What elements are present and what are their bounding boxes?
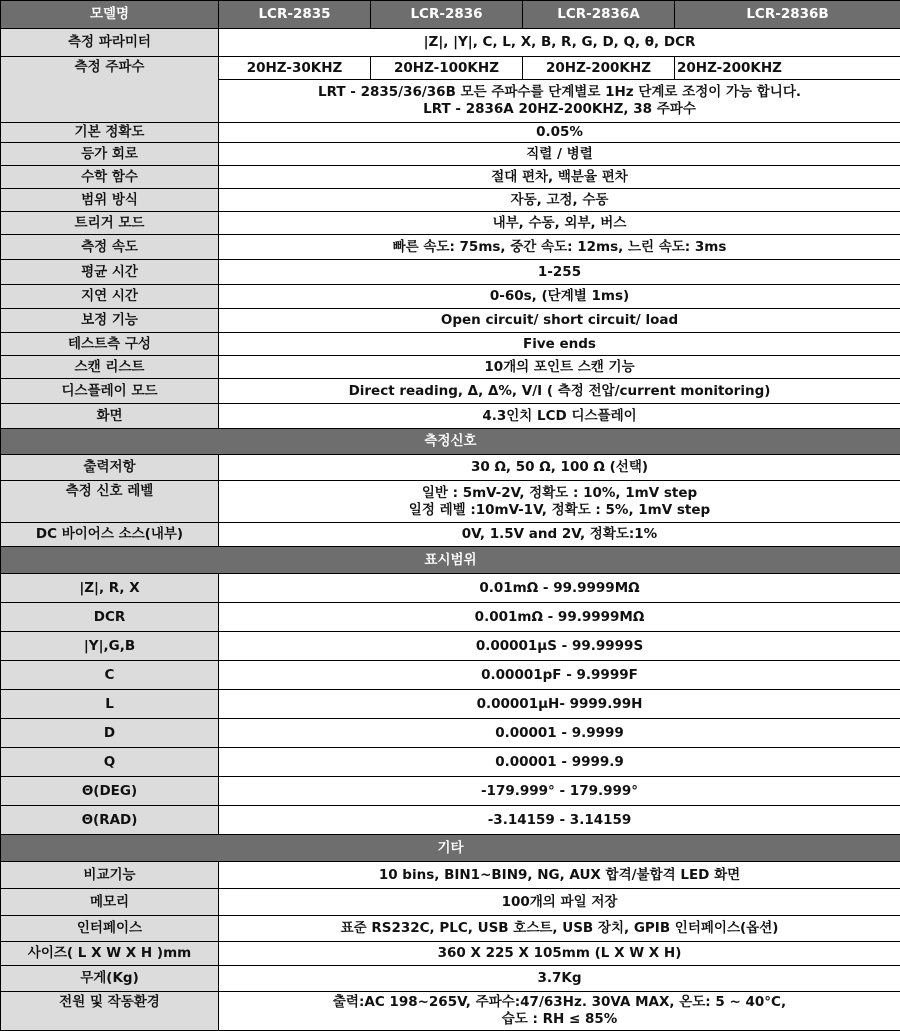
spec-label: 메모리 [1,889,219,916]
spec-label: 무게(Kg) [1,966,219,992]
spec-label: C [1,661,219,690]
spec-label: |Z|, R, X [1,574,219,603]
spec-value: 1-255 [219,260,900,285]
spec-row [1,916,900,942]
spec-value: 0.01mΩ - 99.9999MΩ [219,574,900,603]
spec-row [1,356,900,379]
spec-label: 사이즈( L X W X H )mm [1,942,219,966]
model-lcr-2836a: LCR-2836A [523,1,675,29]
spec-row [1,523,900,547]
spec-value [219,992,900,1031]
spec-row [1,806,900,835]
spec-row [1,777,900,806]
spec-label: Q [1,748,219,777]
section-title-signal: 측정신호 [1,429,900,455]
spec-row [1,333,900,356]
spec-label: L [1,690,219,719]
spec-label: 화면 [1,404,219,429]
model-lcr-2835: LCR-2835 [219,1,371,29]
spec-row [1,166,900,189]
signal-level-line2: 일정 레벨 :10mV-1V, 정확도 : 5%, 1mV step [221,502,898,519]
spec-label: 보정 기능 [1,309,219,333]
spec-value: 0-60s, (단계별 1ms) [219,285,900,309]
spec-value: 100개의 파일 저장 [219,889,900,916]
spec-value: 직렬 / 병렬 [219,143,900,166]
spec-row [1,690,900,719]
frequency-note [219,80,900,123]
power-line2: 습도 : RH ≤ 85% [221,1011,898,1028]
spec-label: 기본 정확도 [1,123,219,143]
spec-value: 360 X 225 X 105mm (L X W X H) [219,942,900,966]
signal-level-line1: 일반 : 5mV-2V, 정확도 : 10%, 1mV step [221,485,898,502]
spec-value: 10 bins, BIN1~BIN9, NG, AUX 합격/불합격 LED 화면 [219,862,900,889]
spec-label: 전원 및 작동환경 [1,992,219,1031]
spec-value: 절대 편차, 백분율 편차 [219,166,900,189]
model-lcr-2836: LCR-2836 [371,1,523,29]
spec-row [1,235,900,260]
spec-value: 30 Ω, 50 Ω, 100 Ω (선택) [219,455,900,481]
frequency-range-2835: 20HZ-30KHZ [219,57,371,80]
spec-label: 디스플레이 모드 [1,379,219,404]
spec-value: 0.00001 - 9.9999 [219,719,900,748]
spec-value: 0.00001μH- 9999.99H [219,690,900,719]
spec-label: Θ(DEG) [1,777,219,806]
spec-row [1,966,900,992]
spec-label: Θ(RAD) [1,806,219,835]
spec-value: 0.001mΩ - 99.9999MΩ [219,603,900,632]
spec-row [1,123,900,143]
spec-label: DC 바이어스 소스(내부) [1,523,219,547]
spec-row [1,862,900,889]
spec-value: 표준 RS232C, PLC, USB 호스트, USB 장치, GPIB 인터페이스(옵션) [219,916,900,942]
spec-row [1,143,900,166]
frequency-range-2836a: 20HZ-200KHZ [523,57,675,80]
spec-row [1,992,900,1031]
spec-label: 측정 신호 레벨 [1,481,219,523]
spec-label: 측정 속도 [1,235,219,260]
frequency-range-2836b: 20HZ-200KHZ [675,57,900,80]
spec-row [1,455,900,481]
spec-label: 지연 시간 [1,285,219,309]
header-row [1,1,900,29]
spec-label: |Y|,G,B [1,632,219,661]
spec-value: 0.00001pF - 9.9999F [219,661,900,690]
spec-row [1,285,900,309]
model-lcr-2836b: LCR-2836B [675,1,900,29]
spec-value: 0V, 1.5V and 2V, 정확도:1% [219,523,900,547]
spec-value: Open circuit/ short circuit/ load [219,309,900,333]
spec-value: 0.05% [219,123,900,143]
spec-value: 0.00001μS - 99.9999S [219,632,900,661]
spec-label: 평균 시간 [1,260,219,285]
spec-row [1,404,900,429]
model-header-label: 모델명 [1,1,219,29]
spec-value: -179.999° - 179.999° [219,777,900,806]
spec-label: 트리거 모드 [1,212,219,235]
spec-value: 내부, 수동, 외부, 버스 [219,212,900,235]
spec-value: Five ends [219,333,900,356]
spec-row [1,661,900,690]
frequency-note-line1: LRT - 2835/36/36B 모든 주파수를 단계별로 1Hz 단계로 조정이 가능 합니다. [221,84,898,101]
spec-row [1,212,900,235]
spec-row [1,481,900,523]
spec-label: D [1,719,219,748]
spec-value [219,481,900,523]
spec-value: Direct reading, Δ, Δ%, V/I ( 측정 전압/current monitoring) [219,379,900,404]
spec-row [1,719,900,748]
spec-row [1,260,900,285]
spec-value: 10개의 포인트 스캔 기능 [219,356,900,379]
spec-row [1,29,900,57]
spec-label: 등가 회로 [1,143,219,166]
spec-label: 범위 방식 [1,189,219,212]
spec-row [1,379,900,404]
spec-value: -3.14159 - 3.14159 [219,806,900,835]
frequency-label: 측정 주파수 [1,57,219,123]
spec-value: 자동, 고정, 수동 [219,189,900,212]
section-header [1,547,900,574]
spec-label: 측정 파라미터 [1,29,219,57]
frequency-note-line2: LRT - 2836A 20HZ-200KHZ, 38 주파수 [221,101,898,118]
spec-row [1,189,900,212]
spec-label: 인터페이스 [1,916,219,942]
spec-label: DCR [1,603,219,632]
power-line1: 출력:AC 198~265V, 주파수:47/63Hz. 30VA MAX, 온도: 5 ~ 40°C, [221,994,898,1011]
section-title-misc: 기타 [1,835,900,862]
spec-row [1,309,900,333]
spec-row [1,574,900,603]
spec-value: |Z|, |Y|, C, L, X, B, R, G, D, Q, θ, DCR [219,29,900,57]
frequency-range-2836: 20HZ-100KHZ [371,57,523,80]
spec-value: 0.00001 - 9999.9 [219,748,900,777]
spec-label: 테스트측 구성 [1,333,219,356]
spec-label: 수학 함수 [1,166,219,189]
frequency-row [1,57,900,80]
spec-row [1,603,900,632]
spec-value: 빠른 속도: 75ms, 중간 속도: 12ms, 느린 속도: 3ms [219,235,900,260]
section-title-display-range: 표시범위 [1,547,900,574]
spec-label: 비교기능 [1,862,219,889]
spec-value: 4.3인치 LCD 디스플레이 [219,404,900,429]
section-header [1,429,900,455]
spec-label: 출력저항 [1,455,219,481]
spec-row [1,942,900,966]
section-header [1,835,900,862]
spec-value: 3.7Kg [219,966,900,992]
spec-row [1,748,900,777]
spec-label: 스캔 리스트 [1,356,219,379]
spec-row [1,889,900,916]
spec-row [1,632,900,661]
